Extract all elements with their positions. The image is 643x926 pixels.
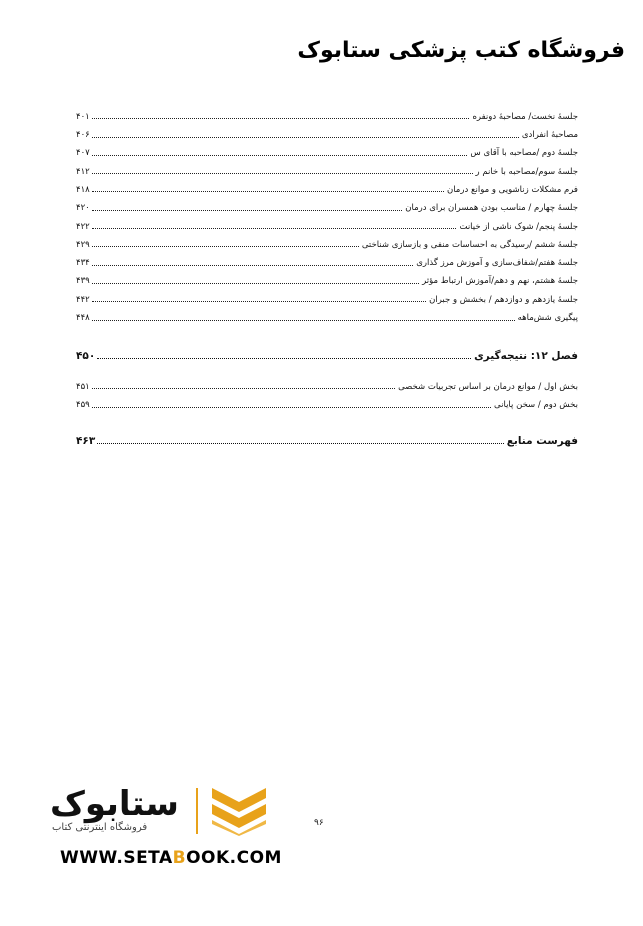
toc-entry[interactable] [76, 140, 578, 158]
toc-leader-dots [92, 117, 470, 119]
toc-entry-label: بخش اول / موانع درمان بر اساس تجربیات شخصی [398, 381, 578, 392]
toc-entry-label: مصاحبهٔ انفرادی [521, 130, 578, 141]
toc-entry-label: جلسهٔ هفتم/شفاف‌سازی و آموزش مرز گذاری [416, 258, 578, 269]
toc-references-entry[interactable] [76, 428, 578, 446]
toc-entry-label: جلسهٔ هشتم، نهم و دهم/آموزش ارتباط مؤثر [422, 276, 578, 287]
page-header-title: فروشگاه کتب پزشکی ستابوک [297, 38, 625, 63]
toc-entry-page: ۴۰۱ [76, 111, 90, 122]
toc-entry-page: ۴۰۷ [76, 148, 90, 159]
toc-leader-dots [97, 357, 471, 359]
toc-leader-dots [97, 442, 503, 444]
logo-wordmark-text: ستابوک [50, 784, 179, 824]
toc-entry-label: جلسهٔ دوم /مصاحبه با آقای س [470, 148, 578, 159]
toc-entry-label: جلسهٔ یازدهم و دوازدهم / بخشش و جبران [429, 294, 578, 305]
toc-leader-dots [92, 406, 491, 408]
toc-entry-page: ۴۵۱ [76, 381, 90, 392]
toc-entry-page: ۴۱۸ [76, 184, 90, 195]
toc-references-label: فهرست منابع [506, 434, 578, 447]
toc-entry[interactable] [76, 373, 578, 391]
toc-entry-label: بخش دوم / سخن پایانی [494, 400, 578, 411]
toc-entry-page: ۴۱۲ [76, 166, 90, 177]
toc-chapter-page: ۴۵۰ [76, 349, 96, 362]
website-url[interactable] [60, 848, 282, 868]
toc-chapter-label: فصل ۱۲: نتیجه‌گیری [474, 349, 578, 362]
logo-wordmark [50, 784, 179, 824]
toc-entry[interactable] [76, 176, 578, 194]
toc-entry-label: جلسهٔ پنجم/ شوک ناشی از خیانت [459, 221, 578, 232]
page-number: ۹۶ [314, 818, 324, 828]
toc-entry-page: ۴۴۸ [76, 313, 90, 324]
toc-chapter-block [76, 343, 578, 361]
toc-entry[interactable] [76, 286, 578, 304]
toc-leader-dots [92, 300, 426, 302]
toc-entry-label: پیگیری شش‌ماهه [517, 313, 578, 324]
toc-entry[interactable] [76, 268, 578, 286]
website-suffix: OOK.COM [186, 848, 282, 868]
toc-leader-dots [92, 387, 395, 389]
toc-entry-label: فرم مشکلات زناشویی و موانع درمان [446, 184, 578, 195]
toc-entry-label: جلسهٔ سوم/مصاحبه با خانم ر [475, 166, 578, 177]
logo-subtitle: فروشگاه اینترنتی کتاب [52, 822, 148, 833]
toc-leader-dots [92, 136, 519, 138]
setabook-logo [50, 780, 280, 840]
toc-leader-dots [92, 282, 419, 284]
toc-leader-dots [92, 172, 473, 174]
toc-entry-page: ۴۳۹ [76, 276, 90, 287]
toc-entry[interactable] [76, 231, 578, 249]
toc-entry[interactable] [76, 121, 578, 139]
toc-chapter-sections [76, 373, 578, 410]
toc-entry[interactable] [76, 249, 578, 267]
toc-entry[interactable] [76, 194, 578, 212]
toc-leader-dots [92, 190, 444, 192]
toc-entry-label: جلسهٔ ششم /رسیدگی به احساسات منفی و بازسازی شناختی [361, 239, 578, 250]
toc-references-page: ۴۶۳ [76, 434, 96, 447]
toc-leader-dots [92, 227, 457, 229]
logo-divider [196, 788, 198, 834]
toc-leader-dots [92, 245, 359, 247]
toc-entry-page: ۴۲۹ [76, 239, 90, 250]
toc-references-block [76, 428, 578, 446]
toc-list [76, 103, 578, 323]
toc-entry-label: جلسهٔ نخست/ مصاحبهٔ دونفره [472, 111, 578, 122]
toc-entry-page: ۴۰۶ [76, 130, 90, 141]
toc-entry-page: ۴۵۹ [76, 400, 90, 411]
toc-leader-dots [92, 154, 468, 156]
chevron-stack-icon [208, 784, 270, 836]
toc-entry-page: ۴۴۲ [76, 294, 90, 305]
toc-leader-dots [92, 209, 403, 211]
toc-entry[interactable] [76, 213, 578, 231]
toc-entry-label: جلسهٔ چهارم / مناسب بودن همسران برای درمان [405, 203, 578, 214]
website-prefix: WWW.SETA [60, 848, 173, 868]
toc-leader-dots [92, 319, 515, 321]
toc-entry[interactable] [76, 391, 578, 409]
toc-chapter-entry[interactable] [76, 343, 578, 361]
toc-entry-page: ۴۲۲ [76, 221, 90, 232]
toc-entry[interactable] [76, 304, 578, 322]
website-accent: B [172, 848, 187, 868]
toc-entry[interactable] [76, 103, 578, 121]
toc-leader-dots [92, 264, 414, 266]
toc-entry-page: ۴۲۰ [76, 203, 90, 214]
toc-entry[interactable] [76, 158, 578, 176]
toc-entry-page: ۴۳۴ [76, 258, 90, 269]
